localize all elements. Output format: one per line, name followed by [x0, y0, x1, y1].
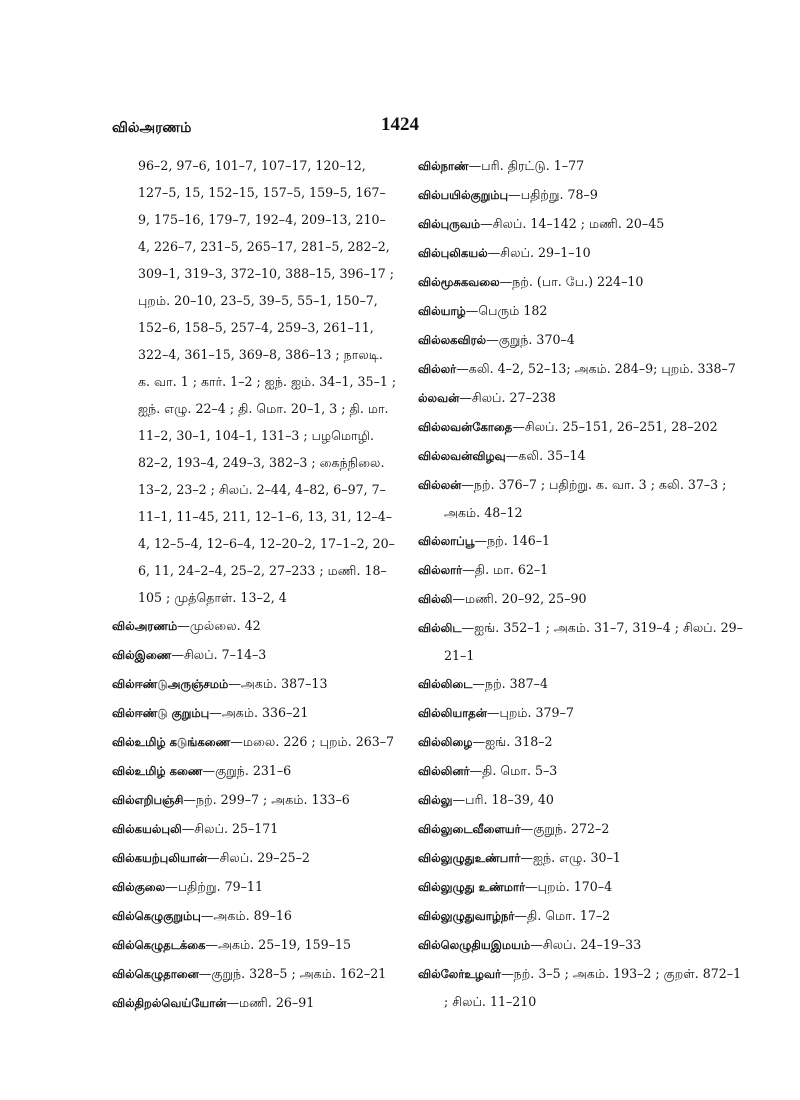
entry-headword: வில்உமிழ் கணை [112, 764, 203, 778]
entry-headword: வில்லேர்உழவர் [418, 967, 502, 981]
entry-references: —அகம். 89–16 [200, 908, 292, 923]
entry-headword: ல்லவன் [418, 391, 460, 405]
entry-references: —அகம். 387–13 [228, 676, 328, 691]
index-entry [418, 442, 748, 470]
index-entry [112, 873, 397, 901]
entry-references: —குறுந். 328–5 ; அகம். 162–21 [198, 966, 387, 981]
entry-headword: வில்புருவம் [418, 217, 481, 231]
entry-headword: வில்லாப்பூ [418, 534, 475, 548]
index-entry [112, 786, 397, 814]
entry-references: —குறுந். 370–4 [486, 332, 575, 347]
entry-references: —புறம். 170–4 [525, 879, 613, 894]
entry-references: —முல்லை. 42 [177, 618, 261, 633]
index-entry [418, 210, 748, 238]
entry-headword: வில்லர் [418, 362, 457, 376]
entry-references: —அகம். 336–21 [209, 705, 309, 720]
entry-headword: வில்அரணம் [112, 619, 178, 633]
index-entry [112, 641, 397, 669]
index-entry [418, 585, 748, 613]
index-entry [418, 815, 748, 843]
entry-references: —மணி. 26–91 [226, 995, 315, 1010]
left-column [112, 152, 397, 1018]
entry-headword: வில்லார் [418, 563, 463, 577]
entry-headword: வில்கயல்புலி [112, 822, 182, 836]
entry-headword: வில்யாழ் [418, 304, 466, 318]
running-head: வில்அரணம் [112, 120, 192, 136]
entry-references: —தி. மொ. 17–2 [514, 908, 611, 923]
entry-headword: வில்நாண் [418, 159, 469, 173]
page-number: 1424 [381, 114, 419, 135]
entry-references: —நற். (பா. பே.) 224–10 [499, 274, 644, 289]
index-entry [418, 471, 748, 526]
entry-references: —பரி. திரட்டு. 1–77 [468, 158, 585, 173]
entry-references: —சிலப். 27–238 [459, 390, 556, 405]
entry-headword: வில்இணை [112, 648, 172, 662]
entry-headword: வில்லகவிரல் [418, 333, 487, 347]
entry-headword: வில்லன் [418, 478, 462, 492]
entry-headword: வில்உமிழ் கடுங்கணை [112, 735, 231, 749]
index-entry [418, 326, 748, 354]
right-column [418, 152, 748, 1016]
index-entry [112, 931, 397, 959]
entry-headword: வில்கெழுதடக்கை [112, 938, 206, 952]
index-entry [418, 181, 748, 209]
entry-headword: வில்கெழுதானை [112, 967, 199, 981]
entry-headword: வில்திறல்வெய்யோன் [112, 996, 227, 1010]
entry-headword: வில்ஈண்டு குறும்பு [112, 706, 210, 720]
index-entry [418, 873, 748, 901]
entry-references: —நற். 376–7 ; பதிற்று. க. வா. 3 ; கலி. 37–3 ; அகம். 48–12 [444, 477, 727, 520]
index-entry [418, 960, 748, 1015]
index-entry [418, 699, 748, 727]
entry-references: —ஐந். எழு. 30–1 [520, 850, 621, 865]
index-entry [418, 844, 748, 872]
index-entry [112, 670, 397, 698]
entry-references: —பரி. 18–39, 40 [452, 792, 554, 807]
entry-references: —பெரும் 182 [465, 303, 548, 318]
entry-references: —புறம். 379–7 [486, 705, 574, 720]
entry-headword: வில்லுழுது உண்மார் [418, 880, 526, 894]
entry-headword: வில்எறிபஞ்சி [112, 793, 184, 807]
entry-references: —நற். 299–7 ; அகம். 133–6 [183, 792, 350, 807]
index-entry [418, 786, 748, 814]
index-entry [418, 384, 748, 412]
index-entry [418, 614, 748, 669]
entry-headword: வில்கயற்புலியான் [112, 851, 207, 865]
index-entry [112, 699, 397, 727]
entry-continuation [112, 152, 397, 611]
entry-headword: வில்லியாதன் [418, 706, 487, 720]
entry-references: —அகம். 25–19, 159–15 [205, 937, 351, 952]
entry-references: —தி. மொ. 5–3 [469, 763, 558, 778]
index-entry [418, 670, 748, 698]
entry-headword: வில்லிடை [418, 677, 473, 691]
entry-headword: வில்லவன்கோதை [418, 420, 513, 434]
entry-headword: வில்லுழுதுவாழ்நர் [418, 909, 515, 923]
entry-references: 96–2, 97–6, 101–7, 107–17, 120–12, 127–5, 15, 152–15, 157–5, 159–5, 167–9, 175–16, 179–7, 192–4, 209–13, 210–4, 226–7, 231–5, 265–17, 281–5, 282–2, 309–1, 319–3, 372–10, 388–15, 396–17 ; புறம். 20–10, 23–5, 39–5, 55–1, 150–7, 152–6, 158–5, 257–4, 259–3, 261–11, 322–4, 361–15, 369–8, 386–13 ; நாலடி. க. வா. 1 ; கார். 1–2 ; ஐந். ஐம். 34–1, 35–1 ; ஐந். எழு. 22–4 ; தி. மொ. 20–1, 3 ; தி. மா. 11–2, 30–1, 104–1, 131–3 ; பழமொழி. 82–2, 193–4, 249–3, 382–3 ; கைந்நிலை. 13–2, 23–2 ; சிலப். 2–44, 4–82, 6–97, 7–11–1, 11–45, 211, 12–1–6, 13, 31, 12–4–4, 12–5–4, 12–6–4, 12–20–2, 17–1–2, 20–6, 11, 24–2–4, 25–2, 27–233 ; மணி. 18–105 ; முத்தொள். 13–2, 4 [138, 158, 397, 605]
entry-headword: வில்குலை [112, 880, 166, 894]
index-entry [112, 815, 397, 843]
entry-references: —ஐங். 352–1 ; அகம். 31–7, 319–4 ; சிலப். 29–21–1 [444, 620, 743, 663]
entry-references: —ஐங். 318–2 [472, 734, 553, 749]
index-entry [112, 757, 397, 785]
entry-headword: வில்பயில்குறும்பு [418, 188, 509, 202]
index-entry [418, 413, 748, 441]
entry-references: —நற். 146–1 [474, 533, 551, 548]
entry-references: —சிலப். 14–142 ; மணி. 20–45 [480, 216, 665, 231]
index-entry [418, 931, 748, 959]
entry-references: —கலி. 4–2, 52–13; அகம். 284–9; புறம். 338–7 [456, 361, 736, 376]
entry-headword: வில்லுழுதுஉண்பார் [418, 851, 521, 865]
index-entry [112, 989, 397, 1017]
index-entry [418, 355, 748, 383]
entry-references: —குறுந். 272–2 [520, 821, 610, 836]
entry-references: —சிலப். 29–25–2 [206, 850, 310, 865]
index-entry [112, 902, 397, 930]
entry-references: —நற். 387–4 [472, 676, 548, 691]
entry-references: —கலி. 35–14 [505, 448, 586, 463]
entry-references: —மலை. 226 ; புறம். 263–7 [230, 734, 395, 749]
entry-headword: வில்லி [418, 592, 453, 606]
index-entry [418, 728, 748, 756]
index-entry [418, 902, 748, 930]
entry-references: —குறுந். 231–6 [202, 763, 292, 778]
index-entry [112, 728, 397, 756]
entry-references: —சிலப். 24–19–33 [530, 937, 642, 952]
entry-headword: வில்லிழை [418, 735, 473, 749]
entry-headword: வில்லிட [418, 621, 462, 635]
index-entry [418, 239, 748, 267]
entry-references: —சிலப். 25–171 [181, 821, 279, 836]
entry-references: —சிலப். 7–14–3 [171, 647, 267, 662]
entry-headword: வில்லுடைவீளையர் [418, 822, 521, 836]
entry-headword: வில்புலிகயல் [418, 246, 488, 260]
index-entry [418, 152, 748, 180]
entry-headword: வில்லெழுதியஇமயம் [418, 938, 531, 952]
entry-headword: வில்கெழுகுறும்பு [112, 909, 201, 923]
entry-headword: வில்லவன்விழவு [418, 449, 506, 463]
entry-headword: வில்லினர் [418, 764, 470, 778]
index-entry [418, 556, 748, 584]
entry-references: —தி. மா. 62–1 [462, 562, 549, 577]
entry-headword: வில்ஈண்டுஅருஞ்சமம் [112, 677, 229, 691]
entry-headword: வில்லு [418, 793, 453, 807]
index-entry [418, 268, 748, 296]
index-entry [418, 297, 748, 325]
entry-headword: வில்மூசுகவலை [418, 275, 500, 289]
entry-references: —நற். 3–5 ; அகம். 193–2 ; குறள். 872–1 ; சிலப். 11–210 [444, 966, 742, 1009]
index-entry [112, 844, 397, 872]
index-entry [418, 527, 748, 555]
entry-references: —சிலப். 29–1–10 [487, 245, 591, 260]
entry-references: —பதிற்று. 79–11 [165, 879, 263, 894]
index-entry [112, 612, 397, 640]
entry-references: —மணி. 20–92, 25–90 [452, 591, 587, 606]
index-entry [112, 960, 397, 988]
entry-references: —பதிற்று. 78–9 [508, 187, 598, 202]
index-entry [418, 757, 748, 785]
entry-references: —சிலப். 25–151, 26–251, 28–202 [512, 419, 718, 434]
